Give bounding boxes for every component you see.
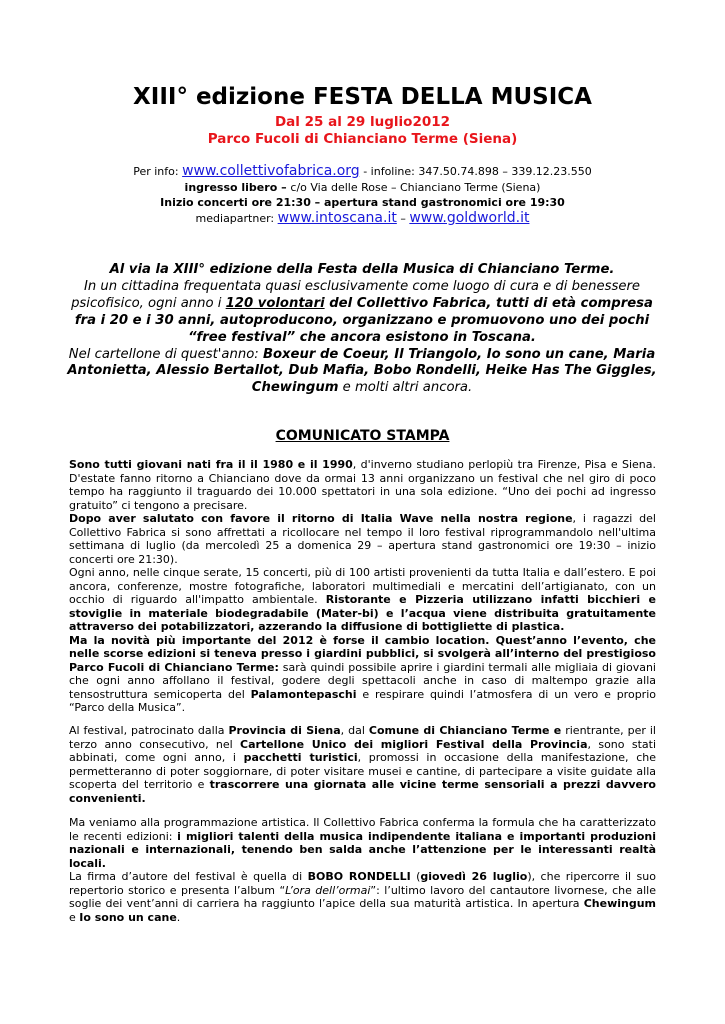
body-text: , i ragazzi del Collettivo Fabrica si sono affrettati a ricollocare nel tempo il loro festival riprogrammandolo nell'ultima settimana di luglio (da mercoledì 25 a domenica 29 – apertura stand gastronomici ore 19:30 – inizio concerti ore 21:30).	[69, 512, 656, 566]
body-text: e	[69, 910, 80, 924]
event-dates: Dal 25 al 29 luglio2012	[274, 114, 451, 130]
body-text: sarà quindi possibile aprire i giardini termali alle migliaia di giovani che ogni anno affollano il festival, godere degli spettacoli anche in caso di maltempo grazie alla tensostruttura semicoperta del	[69, 660, 656, 701]
body-text: rientrante, per il terzo anno consecutivo, nel	[69, 724, 656, 751]
intro-paragraph	[62, 279, 662, 347]
entry-line	[0, 181, 725, 194]
paragraph-1b	[69, 512, 656, 566]
bold-text: Comune di Chianciano Terme e	[368, 724, 562, 737]
entry-address: c/o Via delle Rose – Chianciano Terme (Siena)	[290, 181, 541, 194]
paragraph-3	[69, 816, 656, 924]
body-text: Ma veniamo alla programmazione artistica. Il Collettivo Fabrica conferma la formula che ha caratterizzato le recenti edizioni:	[69, 816, 656, 843]
body-text: e respirare quindi l’atmosfera di un vero e proprio “Parco della Musica”.	[69, 687, 656, 714]
body-text: , dal	[340, 724, 369, 737]
body-text: ”: l’ultimo lavoro del cantautore livornese, che alle soglie dei vent’anni di carriera ha raggiunto l’apice della sua maturità artistica. In apertura	[69, 883, 657, 910]
bold-text: Palamontepaschi	[250, 687, 357, 701]
bold-text: giovedì 26 luglio	[420, 870, 528, 883]
free-entry-label: ingresso libero –	[184, 181, 291, 194]
paragraph-1a	[69, 458, 656, 512]
section-title: COMUNICATO STAMPA	[275, 428, 450, 444]
intro-block	[62, 262, 662, 397]
lineup-artists: Boxeur de Coeur, Il Triangolo, Io sono un cane, Maria Antonietta, Alessio Bertallot, Dub Mafia, Bobo Rondelli, Heike Has The Giggles, Chewingum	[67, 346, 657, 396]
body-text: La firma d’autore del festival è quella di	[69, 870, 308, 883]
paragraph-1	[69, 458, 656, 715]
intro-headline: Al via la XIII° edizione della Festa della Musica di Chianciano Terme.	[109, 262, 615, 277]
schedule-line: Inizio concerti ore 21:30 – apertura stand gastronomici ore 19:30	[160, 196, 565, 209]
mediapartner-label: mediapartner:	[195, 212, 278, 225]
bold-text: Io sono un cane	[79, 910, 177, 924]
bold-text: Dopo aver salutato con favore il ritorno di Italia Wave nella nostra regione	[69, 512, 573, 525]
paragraph-2	[69, 724, 656, 805]
bold-text: trascorrere una giornata alle vicine terme sensoriali a prezzi davvero convenienti.	[69, 778, 656, 805]
body-text: Al festival, patrocinato dalla	[69, 724, 229, 737]
bold-text: i migliori talenti della musica indipendente italiana e importanti produzioni nazionali e internazionali, tenendo ben salda anche l’attenzione per le interessanti realtà locali.	[69, 829, 656, 870]
goldworld-link[interactable]: www.goldworld.it	[409, 210, 530, 226]
bold-text: pacchetti turistici	[243, 751, 358, 764]
intro-age-text: , tutti di età compresa fra i 20 e i 30 anni, autoproducono, organizzano e promuovono uno dei pochi “free festival” che ancora esistono in Toscana.	[74, 295, 653, 345]
intoscana-link[interactable]: www.intoscana.it	[277, 210, 397, 226]
mediapartner-line	[0, 210, 725, 226]
event-venue: Parco Fucoli di Chianciano Terme (Siena)	[207, 131, 518, 147]
bold-text: Chewingum	[583, 897, 656, 910]
body-text: , promossi in occasione della manifestazione, che permetteranno di poter soggiornare, di poter visitare musei e cantine, di partecipare a visite guidate alla scoperta del territorio e	[69, 751, 656, 791]
lineup-intro: Nel cartellone di quest'anno:	[68, 346, 263, 362]
body-text: , d'inverno studiano perlopiù tra Firenze, Pisa e Siena. D'estate fanno ritorno a Chianciano dove da ormai 13 anni organizzano un festival che nel giro di poco tempo ha raggiunto il traguardo dei 10.000 spettatori in una sola edizione. “Uno dei pochi ad ingresso gratuito” ci tengono a precisare.	[69, 458, 656, 512]
infoline-phones: - infoline: 347.50.74.898 – 339.12.23.550	[359, 165, 592, 178]
body-text: .	[176, 910, 181, 924]
bold-text: Ristorante e Pizzeria utilizzano infatti bicchieri e stoviglie in materiale biodegradabile (Mater-bi) e l’acqua viene distribuita gratuitamente attraverso dei potabilizzatori, azzerando la diffusione di bottigliette di plastica.	[69, 593, 657, 633]
body-text: , sono stati abbinati, come ogni anno, i	[69, 737, 657, 764]
lineup-paragraph	[62, 347, 662, 398]
volunteers-count: 120 volontari	[225, 295, 325, 311]
paragraph-1c	[69, 566, 656, 634]
bold-text: Sono tutti giovani nati fra il il 1980 e il 1990	[69, 458, 353, 471]
bold-text: Provincia di Siena	[228, 724, 341, 737]
link-separator: –	[396, 212, 410, 225]
lineup-end: e molti altri ancora.	[338, 380, 473, 396]
body-text: Ogni anno, nelle cinque serate, 15 concerti, più di 100 artisti provenienti da tutta Italia e dall’estero. E poi ancora, conferenze, mostre fotografiche, laboratori multimediali e mercatini dell’artigianato, con un occhio di riguardo all'impatto ambientale.	[69, 566, 656, 606]
info-line	[0, 163, 725, 179]
collective-name: del Collettivo Fabrica	[324, 295, 487, 311]
info-prefix: Per info:	[133, 165, 183, 178]
bold-text: BOBO RONDELLI	[307, 870, 411, 883]
album-title: L’ora dell’ormai	[285, 883, 371, 897]
bold-text: Ma la novità più importante del 2012 è forse il cambio location. Quest’anno l’evento, che nelle scorse edizioni si teneva presso i giardini pubblici, si svolgerà all’interno del prestigioso Parco Fucoli di Chianciano Terme:	[69, 633, 656, 674]
body-text: ), che ripercorre il suo repertorio storico e presenta l’album “	[69, 870, 656, 897]
intro-text: In un cittadina frequentata quasi esclusivamente come luogo di cura e di benessere psicofisico, ogni anno i	[71, 278, 641, 311]
body-text: (	[410, 870, 421, 883]
website-link[interactable]: www.collettivofabrica.org	[182, 163, 360, 179]
page-title: XIII° edizione FESTA DELLA MUSICA	[133, 84, 592, 110]
paragraph-1d	[69, 634, 656, 715]
bold-text: Cartellone Unico dei migliori Festival della Provincia	[240, 737, 588, 751]
